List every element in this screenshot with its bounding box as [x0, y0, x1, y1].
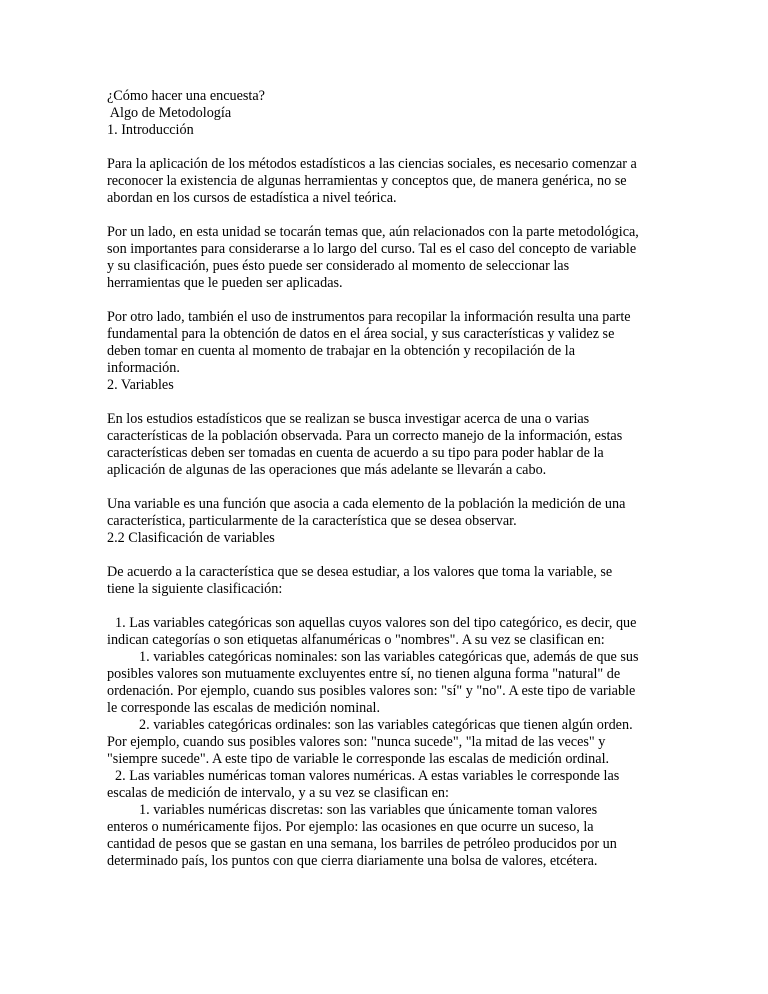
paragraph-line: características de la población observada. Para un correcto manejo de la información, estas: [107, 428, 623, 444]
paragraph-line: herramientas que le pueden ser aplicadas.: [107, 275, 343, 291]
list-item-line: Por ejemplo, cuando sus posibles valores son: "nunca sucede", "la mitad de las veces" y: [107, 734, 606, 750]
document-title: ¿Cómo hacer una encuesta?: [107, 88, 265, 104]
paragraph-4: [107, 411, 662, 479]
section-heading-variables: 2. Variables: [107, 377, 174, 393]
list-item: [107, 649, 662, 717]
paragraph-line: fundamental para la obtención de datos en el área social, y sus características y validez se: [107, 326, 615, 342]
section-heading-introduccion: 1. Introducción: [107, 122, 194, 138]
paragraph-2: [107, 224, 662, 292]
classification-list: [107, 615, 662, 870]
list-item-line: ordenación. Por ejemplo, cuando sus posibles valores son: "sí" y "no". A este tipo de variable: [107, 683, 636, 699]
list-item-line: 2. Las variables numéricas toman valores numéricas. A estas variables le corresponde las: [115, 768, 620, 784]
paragraph-line: característica, particularmente de la característica que se desea observar.: [107, 513, 517, 529]
list-item-line: 1. Las variables categóricas son aquellas cuyos valores son del tipo categórico, es decir, que: [115, 615, 637, 631]
paragraph-1: [107, 156, 662, 207]
list-item-line: 1. variables categóricas nominales: son las variables categóricas que, además de que sus: [139, 649, 639, 665]
document-page: [107, 88, 662, 870]
paragraph-line: son importantes para considerarse a lo largo del curso. Tal es el caso del concepto de variable: [107, 241, 637, 257]
paragraph-5: [107, 496, 662, 530]
paragraph-line: abordan en los cursos de estadística a nivel teórica.: [107, 190, 397, 206]
paragraph-line: reconocer la existencia de algunas herramientas y conceptos que, de manera genérica, no se: [107, 173, 627, 189]
list-item: [107, 802, 662, 870]
paragraph-line: tiene la siguiente clasificación:: [107, 581, 283, 597]
list-item-line: "siempre sucede". A este tipo de variable le corresponde las escalas de medición ordinal.: [107, 751, 610, 767]
paragraph-line: Para la aplicación de los métodos estadísticos a las ciencias sociales, es necesario comenzar a: [107, 156, 637, 172]
paragraph-line: Una variable es una función que asocia a cada elemento de la población la medición de una: [107, 496, 626, 512]
list-item-line: determinado país, los puntos con que cierra diariamente una bolsa de valores, etcétera.: [107, 853, 598, 869]
list-item-line: escalas de medición de intervalo, y a su vez se clasifican en:: [107, 785, 449, 801]
list-item-line: indican categorías o son etiquetas alfanuméricas o "nombres". A su vez se clasifican en:: [107, 632, 605, 648]
paragraph-3: [107, 309, 662, 377]
list-item-line: 2. variables categóricas ordinales: son las variables categóricas que tienen algún orden.: [139, 717, 633, 733]
list-item-line: 1. variables numéricas discretas: son las variables que únicamente toman valores: [139, 802, 598, 818]
paragraph-line: información.: [107, 360, 180, 376]
paragraph-line: De acuerdo a la característica que se desea estudiar, a los valores que toma la variable, se: [107, 564, 613, 580]
section-heading-clasificacion: 2.2 Clasificación de variables: [107, 530, 275, 546]
list-item-line: cantidad de pesos que se gastan en una semana, los barriles de petróleo producidos por un: [107, 836, 617, 852]
paragraph-line: Por otro lado, también el uso de instrumentos para recopilar la información resulta una parte: [107, 309, 631, 325]
list-item-line: le corresponde las escalas de medición nominal.: [107, 700, 381, 716]
paragraph-line: Por un lado, en esta unidad se tocarán temas que, aún relacionados con la parte metodológica,: [107, 224, 639, 240]
document-subtitle: Algo de Metodología: [107, 105, 232, 121]
list-item: [107, 615, 662, 649]
list-item-line: posibles valores son mutuamente excluyentes entre sí, no tienen alguna forma "natural" de: [107, 666, 621, 682]
paragraph-line: En los estudios estadísticos que se realizan se busca investigar acerca de una o varias: [107, 411, 590, 427]
list-item: [107, 768, 662, 802]
paragraph-line: características deben ser tomadas en cuenta de acuerdo a su tipo para poder hablar de la: [107, 445, 604, 461]
list-item-line: enteros o numéricamente fijos. Por ejemplo: las ocasiones en que ocurre un suceso, la: [107, 819, 594, 835]
paragraph-line: deben tomar en cuenta al momento de trabajar en la obtención y recopilación de la: [107, 343, 575, 359]
paragraph-line: aplicación de algunas de las operaciones que más adelante se llevarán a cabo.: [107, 462, 547, 478]
paragraph-6: [107, 564, 662, 598]
list-item: [107, 717, 662, 768]
paragraph-line: y su clasificación, pues ésto puede ser considerado al momento de seleccionar las: [107, 258, 570, 274]
